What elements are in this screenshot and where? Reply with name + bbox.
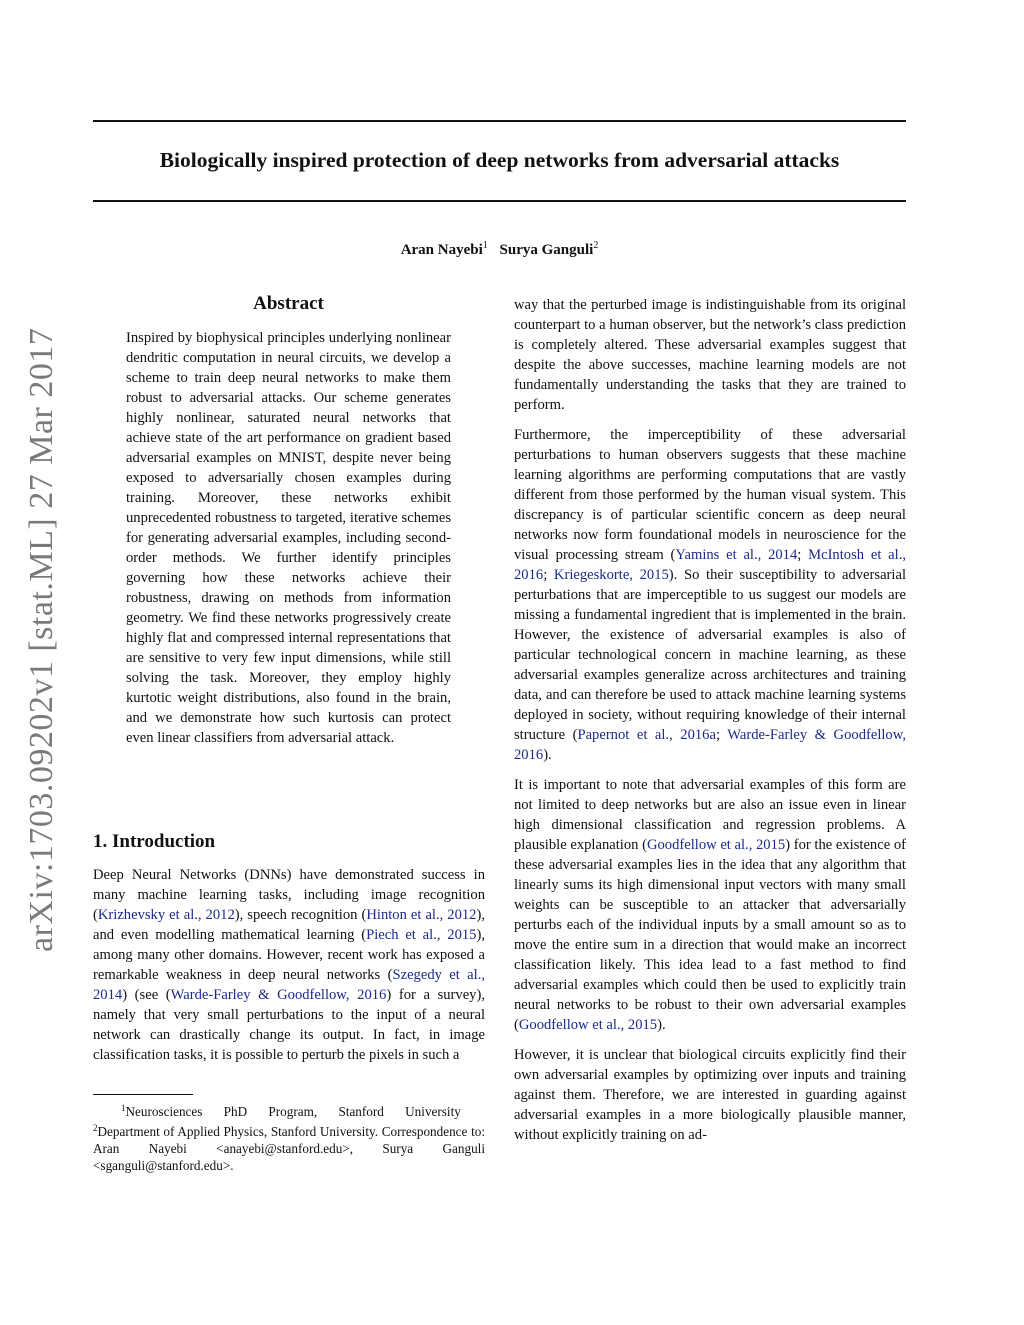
- p1-text-6: ) for a survey), namely that very small perturbations to the input of a neural network can drastically change its output. In fact, in image classification tasks, it is possible to perturb the pixels in such a: [93, 987, 485, 1063]
- author-2: [500, 242, 599, 258]
- author-line: [93, 236, 906, 260]
- footnote-1: [93, 1100, 485, 1120]
- abstract-text: Inspired by biophysical principles underlying nonlinear dendritic computation in neural circuits, we develop a scheme to train deep neural networks to make them robust to adversarial attacks. Our scheme generates highly nonlinear, saturated neural networks that achieve state of the art performance on gradient based adversarial examples on MNIST, despite never being exposed to adversarially chosen examples during training. Moreover, these networks exhibit unprecedented robustness to targeted, iterative schemes for generating adversarial examples, including second-order methods. We further identify principles governing how these networks achieve their robustness, drawing on methods from information geometry. We find these networks progressively create highly flat and compressed internal representations that are sensitive to very few input dimensions, while still solving the task. Moreover, they employ highly kurtotic weight distributions, also found in the brain, and we demonstrate how such kurtosis can protect even linear classifiers from adversarial attack.: [126, 330, 451, 746]
- p4-text-2: ) for the existence of these adversarial examples lies in the idea that any algorithm that linearly sums its high dimensional input vectors with many small weights can be susceptible to an attacker that adversarially perturbs each of the individual inputs by a small amount so as to move the entire sum in a direction that would make an incorrect classification likely. This idea lead to a fast method to find adversarial examples which could then be used to explicitly train neural networks to be robust to their own adversarial examples (: [514, 837, 906, 1033]
- intro-paragraph-4: [514, 775, 906, 1035]
- footnote-rule: [93, 1094, 193, 1095]
- footnote-1-text: Neurosciences PhD Program, Stanford University: [125, 1104, 461, 1119]
- p3-text-4: ). So their susceptibility to adversarial perturbations that are imperceptible to us suggest our models are missing a fundamental ingredient that is implemented in the brain. However, the existence of adversarial examples is also of particular technological concern in machine learning, as these adversarial examples generalize across architectures and training data, and can therefore be used to attack machine learning systems deployed in society, without requiring knowledge of their internal structure (: [514, 567, 906, 743]
- author-1-name: Aran Nayebi: [400, 242, 483, 258]
- title-rule-bottom: [93, 200, 906, 202]
- p3-text-3: ;: [543, 567, 554, 583]
- author-1-affil: 1: [482, 240, 488, 251]
- intro-paragraph-1: [93, 865, 485, 1065]
- citation-link[interactable]: Warde-Farley & Goodfellow, 2016: [170, 987, 387, 1003]
- p1-text-4: ), among many other domains. However, recent work has exposed a remarkable weakness in deep neural networks (: [93, 927, 485, 983]
- footnote-2: [93, 1120, 485, 1174]
- p1-text-1: Deep Neural Networks (DNNs) have demonstrated success in many machine learning tasks, including image recognition (: [93, 867, 485, 923]
- intro-paragraph-3: [514, 425, 906, 765]
- footnote-1-mark: 1: [121, 1103, 126, 1113]
- footnote-2-text: Department of Applied Physics, Stanford University. Correspondence to: Aran Nayebi <anayebi@stanford.edu>, Surya Ganguli <sganguli@stanford.edu>.: [93, 1124, 485, 1173]
- paper-title: Biologically inspired protection of deep networks from adversarial attacks: [159, 148, 840, 172]
- p3-text-6: ).: [543, 747, 552, 763]
- arxiv-stamp: arXiv:1703.09202v1 [stat.ML] 27 Mar 2017: [23, 327, 60, 952]
- p1-text-5: ) (see (: [122, 987, 171, 1003]
- right-column: [514, 295, 906, 1155]
- citation-link[interactable]: Yamins et al., 2014: [675, 547, 798, 563]
- p4-text-1: It is important to note that adversarial examples of this form are not limited to deep networks but are also an issue even in linear high dimensional classification and regression problems. A plausible explanation (: [514, 777, 906, 853]
- citation-link[interactable]: Krizhevsky et al., 2012: [97, 907, 235, 923]
- intro-paragraph-5: However, it is unclear that biological circuits explicitly find their own adversarial examples by optimizing over inputs and training against them. Therefore, we are interested in guarding against adversarial examples in a more biologically plausible manner, without explicitly training on ad-: [514, 1047, 906, 1143]
- p1-text-2: ), speech recognition (: [234, 907, 367, 923]
- citation-link[interactable]: Hinton et al., 2012: [366, 907, 477, 923]
- intro-paragraph-2: way that the perturbed image is indistinguishable from its original counterpart to a human observer, but the network’s class prediction is completely altered. These adversarial examples suggest that despite the above successes, machine learning models are not fundamentally understanding the tasks that they are trained to perform.: [514, 297, 906, 413]
- citation-link[interactable]: Kriegeskorte, 2015: [553, 567, 669, 583]
- citation-link[interactable]: Szegedy et al., 2014: [93, 967, 485, 1003]
- author-1: [401, 242, 488, 258]
- title-rule-top: [93, 120, 906, 122]
- p3-text-1: Furthermore, the imperceptibility of these adversarial perturbations to human observers suggests that these machine learning algorithms are performing computations that are vastly different from those performed by the human visual system. This discrepancy is of particular scientific concern as deep neural networks now form foundational models in neuroscience for the visual processing stream (: [514, 427, 906, 563]
- citation-link[interactable]: Goodfellow et al., 2015: [518, 1017, 658, 1033]
- citation-link[interactable]: Papernot et al., 2016a: [577, 727, 716, 743]
- p3-text-5: ;: [715, 727, 728, 743]
- footnotes: [93, 1100, 485, 1174]
- p3-text-2: ;: [797, 547, 809, 563]
- citation-link[interactable]: McIntosh et al., 2016: [514, 547, 906, 583]
- author-2-name: Surya Ganguli: [499, 242, 594, 258]
- citation-link[interactable]: Piech et al., 2015: [366, 927, 477, 943]
- abstract-heading: Abstract: [253, 293, 324, 314]
- p4-text-3: ).: [657, 1017, 666, 1033]
- citation-link[interactable]: Warde-Farley & Goodfellow, 2016: [514, 727, 906, 763]
- footnote-2-mark: 2: [93, 1123, 98, 1133]
- citation-link[interactable]: Goodfellow et al., 2015: [646, 837, 786, 853]
- p1-text-3: ), and even modelling mathematical learning (: [93, 907, 485, 943]
- section-heading-introduction: 1. Introduction: [93, 831, 216, 852]
- author-2-affil: 2: [593, 240, 599, 251]
